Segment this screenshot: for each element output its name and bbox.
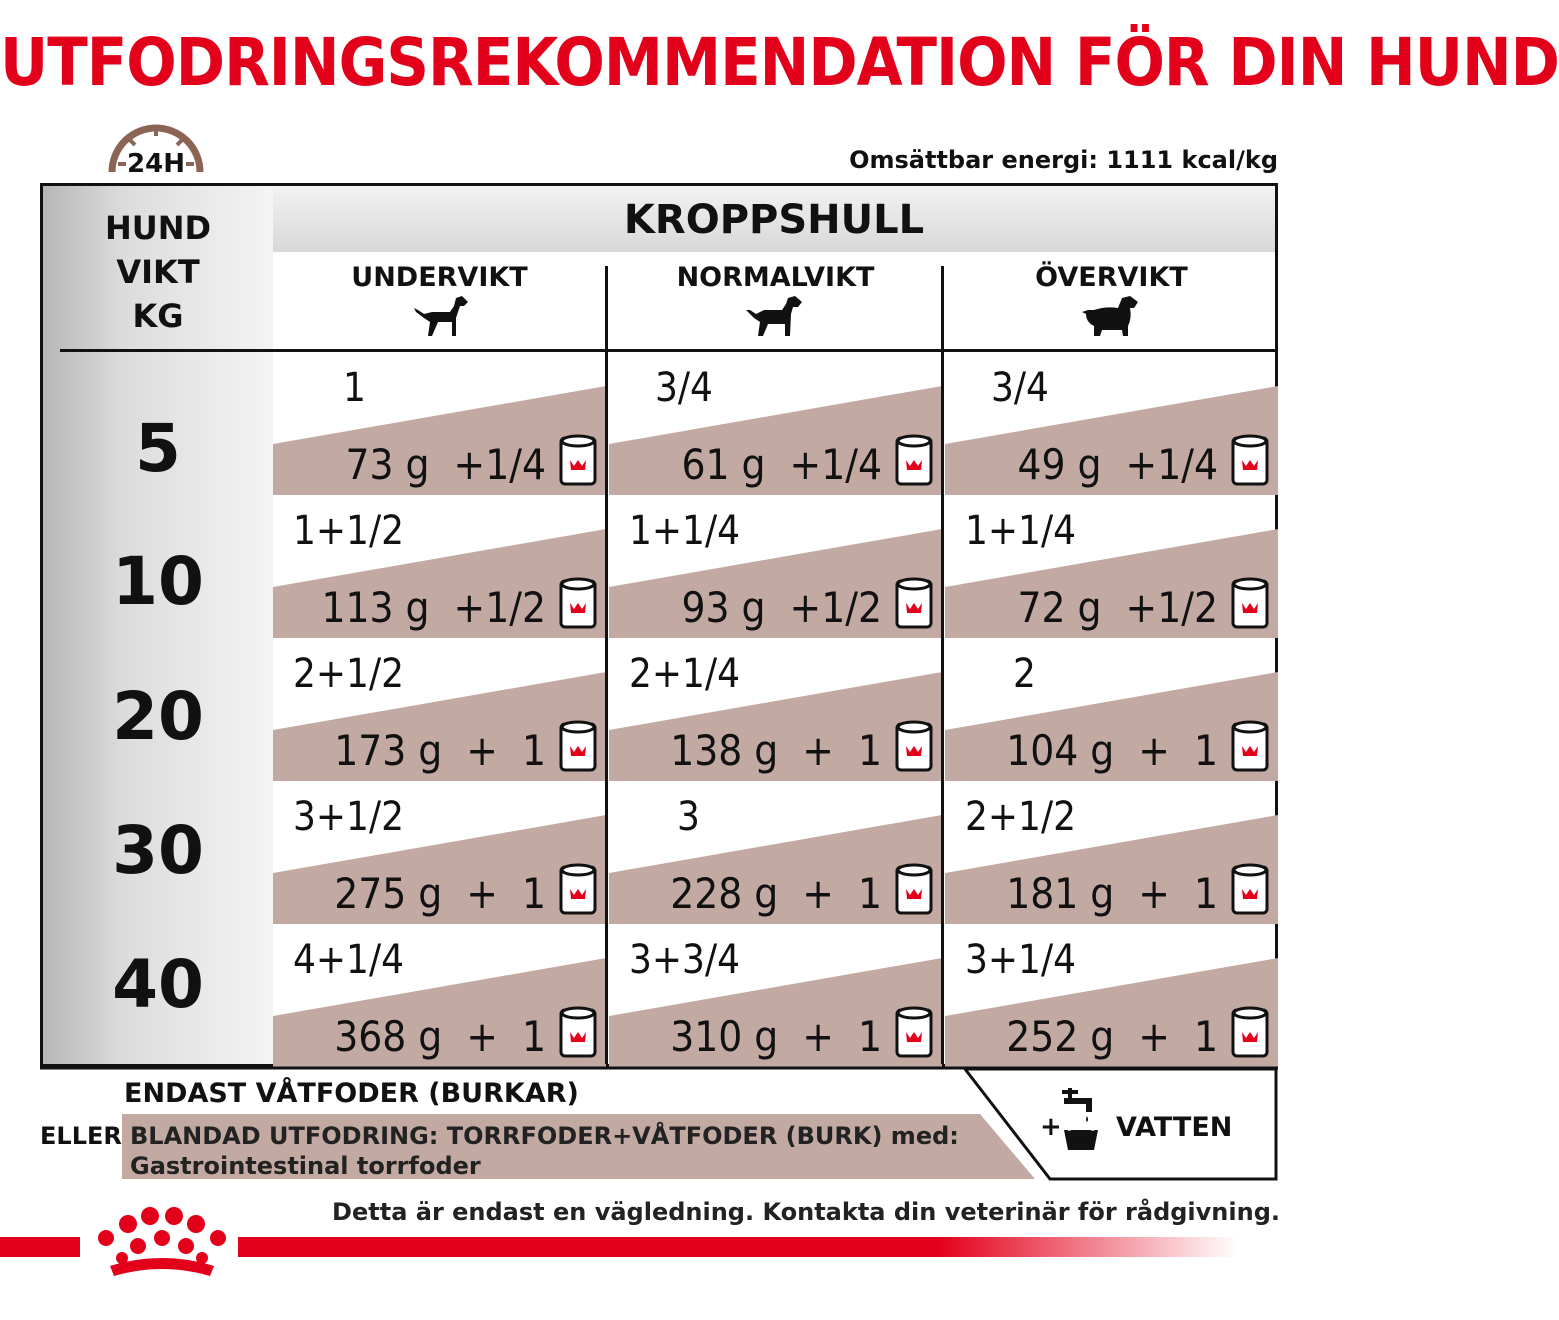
cups-value: 2+1/4: [629, 651, 740, 697]
can-icon: [1230, 718, 1270, 774]
cups-value: 2+1/2: [965, 794, 1076, 840]
cell-30-normalvikt: [609, 781, 942, 924]
can-icon: [894, 718, 934, 774]
cups-value: 3+1/4: [965, 937, 1076, 983]
weight-40: 40: [112, 946, 204, 1023]
grams-value: 368 g + 1: [334, 1012, 546, 1061]
kroppshull-label: KROPPSHULL: [623, 197, 925, 243]
column-divider: [605, 352, 608, 1064]
cups-value: 2+1/2: [293, 651, 404, 697]
can-icon: [558, 575, 598, 631]
grams-value: 252 g + 1: [1006, 1012, 1218, 1061]
grams-value: 61 g +1/4: [681, 440, 882, 489]
can-icon: [558, 1004, 598, 1060]
royal-canin-crown-logo: [92, 1206, 232, 1280]
mixed-feeding-product: Gastrointestinal torrfoder: [130, 1152, 481, 1180]
can-icon: [558, 432, 598, 488]
can-icon: [1230, 432, 1270, 488]
grams-value: 113 g +1/2: [321, 583, 546, 632]
grams-value: 73 g +1/4: [345, 440, 546, 489]
cell-5-undervikt: [273, 352, 606, 495]
thin-dog-icon: [410, 292, 474, 344]
mixed-feeding-label: BLANDAD UTFODRING: TORRFODER+VÅTFODER (BURK) med:: [130, 1122, 959, 1150]
can-icon: [1230, 575, 1270, 631]
can-icon: [558, 861, 598, 917]
vikt-label: VIKT: [116, 253, 200, 291]
can-icon: [558, 718, 598, 774]
cell-20-undervikt: [273, 638, 606, 781]
overweight-dog-icon: [1078, 292, 1144, 344]
cell-10-undervikt: [273, 495, 606, 638]
weight-5: 5: [135, 410, 181, 487]
cell-40-overvikt: [945, 924, 1278, 1064]
hund-label: HUND: [104, 209, 212, 247]
water-label: VATTEN: [1116, 1112, 1233, 1143]
cell-5-overvikt: [945, 352, 1278, 495]
clock-label: 24H: [127, 149, 185, 179]
water-tap-icon: [1058, 1086, 1104, 1152]
can-icon: [894, 432, 934, 488]
cell-40-normalvikt: [609, 924, 942, 1064]
wet-food-only-label: ENDAST VÅTFODER (BURKAR): [124, 1078, 579, 1109]
can-icon: [1230, 1004, 1270, 1060]
grams-value: 93 g +1/2: [681, 583, 882, 632]
brand-line: [238, 1237, 1238, 1257]
cups-value: 3+3/4: [629, 937, 740, 983]
grams-value: 72 g +1/2: [1017, 583, 1218, 632]
can-icon: [894, 575, 934, 631]
grams-value: 275 g + 1: [334, 869, 546, 918]
weight-10: 10: [112, 543, 204, 620]
cell-10-overvikt: [945, 495, 1278, 638]
cups-value: 4+1/4: [293, 937, 404, 983]
column-header-normalvikt: NORMALVIKT: [676, 262, 875, 293]
kg-label: KG: [132, 297, 184, 335]
cups-value: 1+1/4: [965, 508, 1076, 554]
cups-value: 1+1/2: [293, 508, 404, 554]
can-icon: [1230, 861, 1270, 917]
grams-value: 173 g + 1: [334, 726, 546, 775]
cell-30-undervikt: [273, 781, 606, 924]
cell-40-undervikt: [273, 924, 606, 1064]
grams-value: 49 g +1/4: [1017, 440, 1218, 489]
grams-value: 181 g + 1: [1006, 869, 1218, 918]
can-icon: [894, 861, 934, 917]
cups-value: 3/4: [991, 365, 1049, 411]
weight-20: 20: [112, 678, 204, 755]
cell-20-normalvikt: [609, 638, 942, 781]
cell-20-overvikt: [945, 638, 1278, 781]
page-title: UTFODRINGSREKOMMENDATION FÖR DIN HUND: [0, 24, 1559, 101]
cups-value: 3: [677, 794, 700, 840]
grams-value: 138 g + 1: [670, 726, 882, 775]
grams-value: 310 g + 1: [670, 1012, 882, 1061]
column-header-overvikt: ÖVERVIKT: [1035, 262, 1188, 293]
weight-30: 30: [112, 812, 204, 889]
cups-value: 3/4: [655, 365, 713, 411]
or-label: ELLER: [40, 1122, 122, 1150]
grams-value: 228 g + 1: [670, 869, 882, 918]
grams-value: 104 g + 1: [1006, 726, 1218, 775]
cups-value: 2: [1013, 651, 1036, 697]
cups-value: 1: [343, 365, 366, 411]
cell-10-normalvikt: [609, 495, 942, 638]
column-header-undervikt: UNDERVIKT: [351, 262, 528, 293]
column-divider: [941, 352, 944, 1064]
can-icon: [894, 1004, 934, 1060]
normal-dog-icon: [742, 292, 808, 344]
plus-sign: +: [1040, 1112, 1062, 1142]
cups-value: 3+1/2: [293, 794, 404, 840]
cell-30-overvikt: [945, 781, 1278, 924]
disclaimer: Detta är endast en vägledning. Kontakta din veterinär för rådgivning.: [332, 1198, 1280, 1226]
energy-info: Omsättbar energi: 1111 kcal/kg: [849, 146, 1278, 174]
brand-line: [0, 1237, 80, 1257]
cups-value: 1+1/4: [629, 508, 740, 554]
cell-5-normalvikt: [609, 352, 942, 495]
